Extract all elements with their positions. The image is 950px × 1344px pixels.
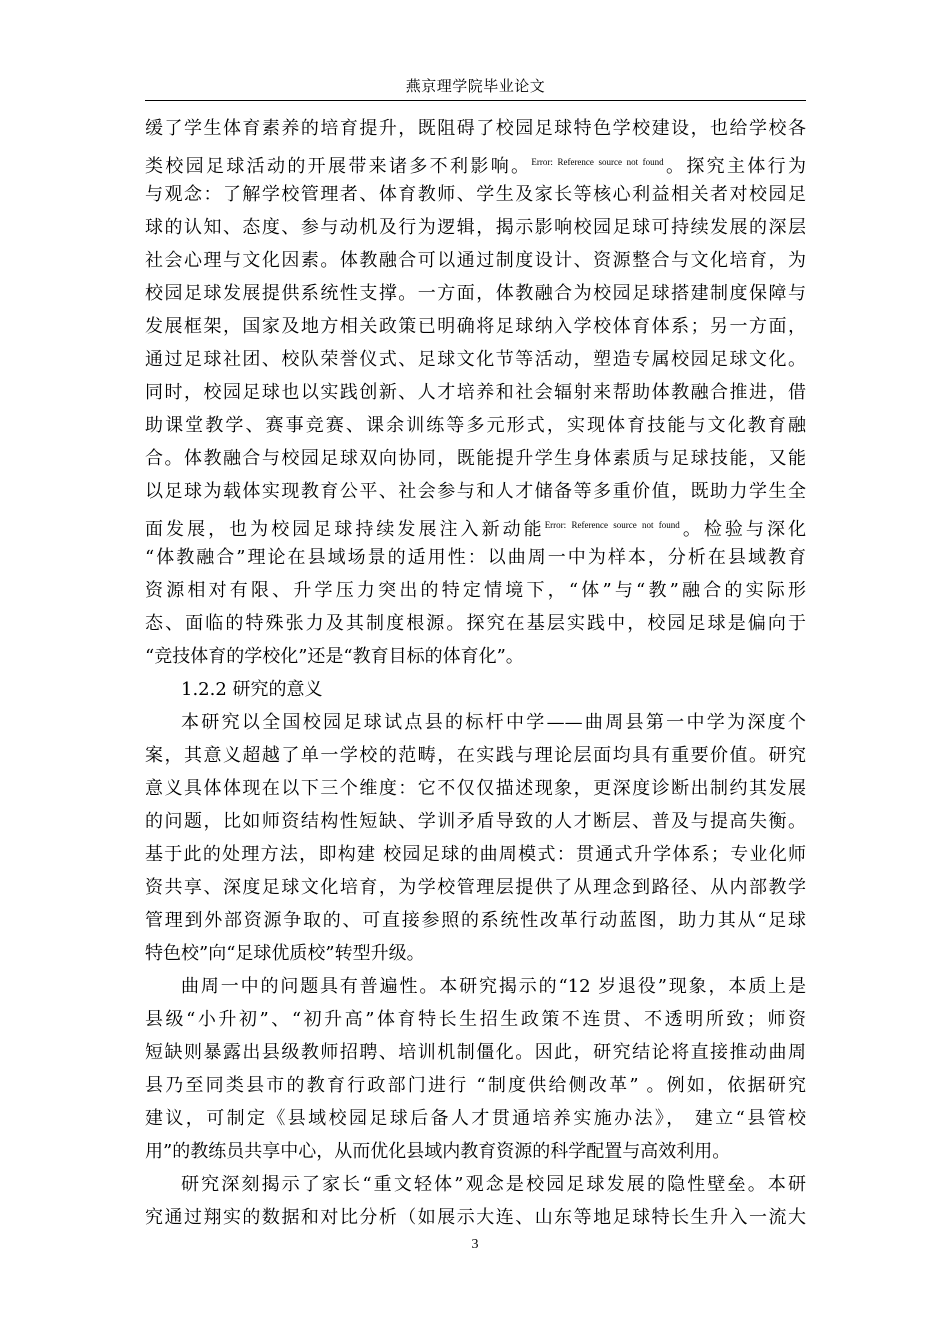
text-line: 同时，校园足球也以实践创新、人才培养和社会辐射来帮助体教融合推进，借 [145,382,806,403]
text-line: 究通过翔实的数据和对比分析（如展示大连、山东等地足球特长生升入一流大 [145,1207,806,1228]
text-line: 案，其意义超越了单一学校的范畴，在实践与理论层面均具有重要价值。研究 [145,745,806,766]
text-line: 的问题，比如师资结构性短缺、学训矛盾导致的人才断层、普及与提高失衡。 [145,811,806,832]
text-line: 缓了学生体育素养的培育提升，既阻碍了校园足球特色学校建设，也给学校各 [145,118,806,139]
text-run: 。检验与深化 [679,519,806,540]
text-line: 短缺则暴露出县级教师招聘、培训机制僵化。因此，研究结论将直接推动曲周 [145,1042,806,1063]
text-run: 。探究主体行为 [663,156,807,177]
text-line: 管理到外部资源争取的、可直接参照的系统性改革行动蓝图，助力其从“足球 [145,910,806,931]
section-heading: 1.2.2 研究的意义 [181,679,323,700]
text-run: 面发展，也为校园足球持续发展注入新动能 [145,519,545,540]
text-line: 特色校”向“足球优质校”转型升级。 [145,943,425,964]
reference-error-note: Error: Reference source not found [531,157,664,167]
text-line: 发展框架，国家及地方相关政策已明确将足球纳入学校体育体系；另一方面， [145,316,806,337]
text-line: 本研究以全国校园足球试点县的标杆中学——曲周县第一中学为深度个 [181,712,806,733]
text-line: “体教融合”理论在县域场景的适用性：以曲周一中为样本，分析在县域教育 [145,547,806,568]
header-divider [145,100,806,101]
text-line: 校园足球发展提供系统性支撑。一方面，体教融合为校园足球搭建制度保障与 [145,283,806,304]
text-line [145,150,806,179]
text-line: 合。体教融合与校园足球双向协同，既能提升学生身体素质与足球技能，又能 [145,448,806,469]
text-line: 县级“小升初”、“初升高”体育特长生招生政策不连贯、不透明所致；师资 [145,1009,806,1030]
header-title: 燕京理学院毕业论文 [405,77,546,95]
text-line: 基于此的处理方法，即构建 校园足球的曲周模式：贯通式升学体系；专业化师 [145,844,806,865]
page-number: 3 [471,1237,479,1252]
text-line [145,513,806,542]
text-line: 资源相对有限、升学压力突出的特定情境下，“体”与“教”融合的实际形 [145,580,806,601]
text-line: 球的认知、态度、参与动机及行为逻辑，揭示影响校园足球可持续发展的深层 [145,217,806,238]
text-run: 类校园足球活动的开展带来诸多不利影响。 [145,156,532,177]
text-line: 县乃至同类县市的教育行政部门进行 “制度供给侧改革” 。例如，依据研究 [145,1075,806,1096]
text-line: 资共享、深度足球文化培育，为学校管理层提供了从理念到路径、从内部教学 [145,877,806,898]
reference-error-note: Error: Reference source not found [544,520,680,530]
text-line: 以足球为载体实现教育公平、社会参与和人才储备等多重价值，既助力学生全 [145,481,806,502]
text-line: “竞技体育的学校化”还是“教育目标的体育化”。 [145,646,524,667]
text-line: 研究深刻揭示了家长“重文轻体”观念是校园足球发展的隐性壁垒。本研 [181,1174,806,1195]
text-line: 态、面临的特殊张力及其制度根源。探究在基层实践中，校园足球是偏向于 [145,613,806,634]
text-line: 意义具体体现在以下三个维度：它不仅仅描述现象，更深度诊断出制约其发展 [145,778,806,799]
text-line: 助课堂教学、赛事竞赛、课余训练等多元形式，实现体育技能与文化教育融 [145,415,806,436]
text-line: 社会心理与文化因素。体教融合可以通过制度设计、资源整合与文化培育，为 [145,250,806,271]
text-line: 曲周一中的问题具有普遍性。本研究揭示的“12 岁退役”现象，本质上是 [181,976,806,997]
text-line: 与观念：了解学校管理者、体育教师、学生及家长等核心利益相关者对校园足 [145,184,806,205]
text-line: 用”的教练员共享中心，从而优化县域内教育资源的科学配置与高效利用。 [145,1141,731,1162]
text-line: 通过足球社团、校队荣誉仪式、足球文化节等活动，塑造专属校园足球文化。 [145,349,806,370]
text-line: 建议，可制定《县域校园足球后备人才贯通培养实施办法》， 建立“县管校 [145,1108,806,1129]
